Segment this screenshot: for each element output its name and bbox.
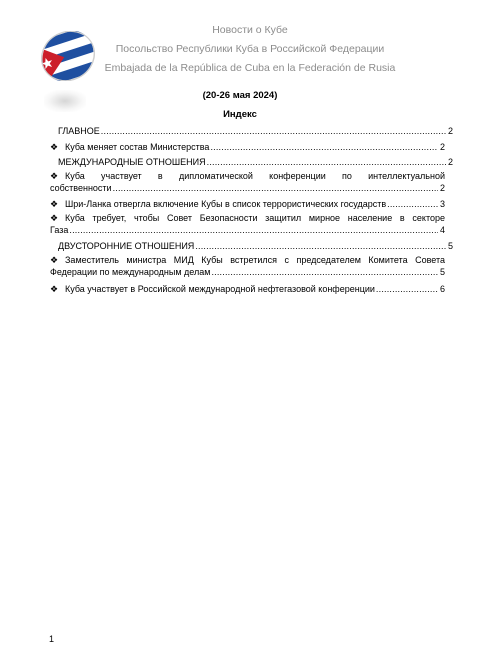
toc-leader-dots [376, 284, 438, 296]
diamond-bullet-icon: ❖ [50, 199, 59, 209]
toc-leader-dots [69, 225, 438, 237]
toc-entry-label: Куба требует, чтобы Совет Безопасности защитил мирное население в секторе [65, 213, 445, 223]
toc-leader-dots [211, 267, 438, 279]
toc-section-label: ГЛАВНОЕ [58, 126, 100, 136]
toc-leader-dots [101, 126, 446, 138]
index-title: Индекс [223, 109, 257, 120]
toc-section-main[interactable] [50, 126, 453, 138]
toc-leader-dots [195, 241, 446, 253]
toc-entry-oil-gas[interactable] [50, 284, 445, 296]
toc-entry-line2 [50, 225, 445, 237]
toc-entry-label: Куба участвует в Российской международной нефтегазовой конференции [65, 284, 375, 294]
toc-entry-line2 [50, 183, 445, 195]
toc-entry-line1 [50, 255, 445, 267]
toc-page-number: 4 [439, 224, 445, 235]
toc-entry-label-cont: собственности [50, 182, 112, 193]
toc-page-number: 2 [439, 182, 445, 193]
toc-entry-label: Заместитель министра МИД Кубы встретился с председателем Комитета Совета [65, 255, 445, 265]
toc-entry-line2 [50, 267, 445, 279]
toc-entry-label: Куба участвует в дипломатической конференции по интеллектуальной [65, 171, 445, 181]
toc-entry-label: Куба меняет состав Министерства [65, 142, 210, 152]
header-embassy-ru: Посольство Республики Куба в Российской Федерации [115, 43, 385, 55]
toc-entry-gaza[interactable] [50, 213, 445, 236]
toc-page-number: 2 [439, 142, 445, 152]
toc-section-label: МЕЖДУНАРОДНЫЕ ОТНОШЕНИЯ [58, 157, 206, 167]
toc-entry-sri-lanka[interactable] [50, 199, 445, 211]
page-number: 1 [49, 634, 55, 644]
issue-date: (20-26 мая 2024) [202, 90, 278, 101]
header-title: Новости о Кубе [212, 24, 288, 36]
toc-entry-deputy-minister[interactable] [50, 255, 445, 278]
toc-entry-label-cont: Газа [50, 224, 69, 235]
toc-page-number: 3 [439, 199, 445, 209]
toc-leader-dots [113, 183, 438, 195]
toc-section-bilateral[interactable] [50, 241, 453, 253]
toc-page-number: 5 [439, 266, 445, 277]
toc-page-number: 6 [439, 284, 445, 294]
toc-entry-ip-conference[interactable] [50, 171, 445, 194]
toc-entry-line1 [50, 213, 445, 225]
diamond-bullet-icon: ❖ [50, 213, 59, 223]
diamond-bullet-icon: ❖ [50, 171, 59, 181]
toc-page-number: 5 [447, 241, 453, 251]
toc-section-international[interactable] [50, 157, 453, 169]
toc-leader-dots [387, 199, 438, 211]
diamond-bullet-icon: ❖ [50, 142, 59, 152]
toc-leader-dots [207, 157, 446, 169]
toc-leader-dots [210, 142, 438, 154]
toc-page-number: 2 [447, 126, 453, 136]
toc-section-label: ДВУСТОРОННИЕ ОТНОШЕНИЯ [58, 241, 195, 251]
header-embassy-es: Embajada de la República de Cuba en la Federación de Rusia [104, 62, 396, 74]
diamond-bullet-icon: ❖ [50, 284, 59, 294]
toc-entry-label: Шри-Ланка отвергла включение Кубы в список террористических государств [65, 199, 387, 209]
toc-entry-line1 [50, 171, 445, 183]
cuba-flag-logo-icon [40, 31, 96, 81]
diamond-bullet-icon: ❖ [50, 255, 59, 265]
toc-entry-ministry[interactable] [50, 142, 445, 154]
toc-page-number: 2 [447, 157, 453, 167]
toc-entry-label-cont: Федерации по международным делам [50, 266, 211, 277]
